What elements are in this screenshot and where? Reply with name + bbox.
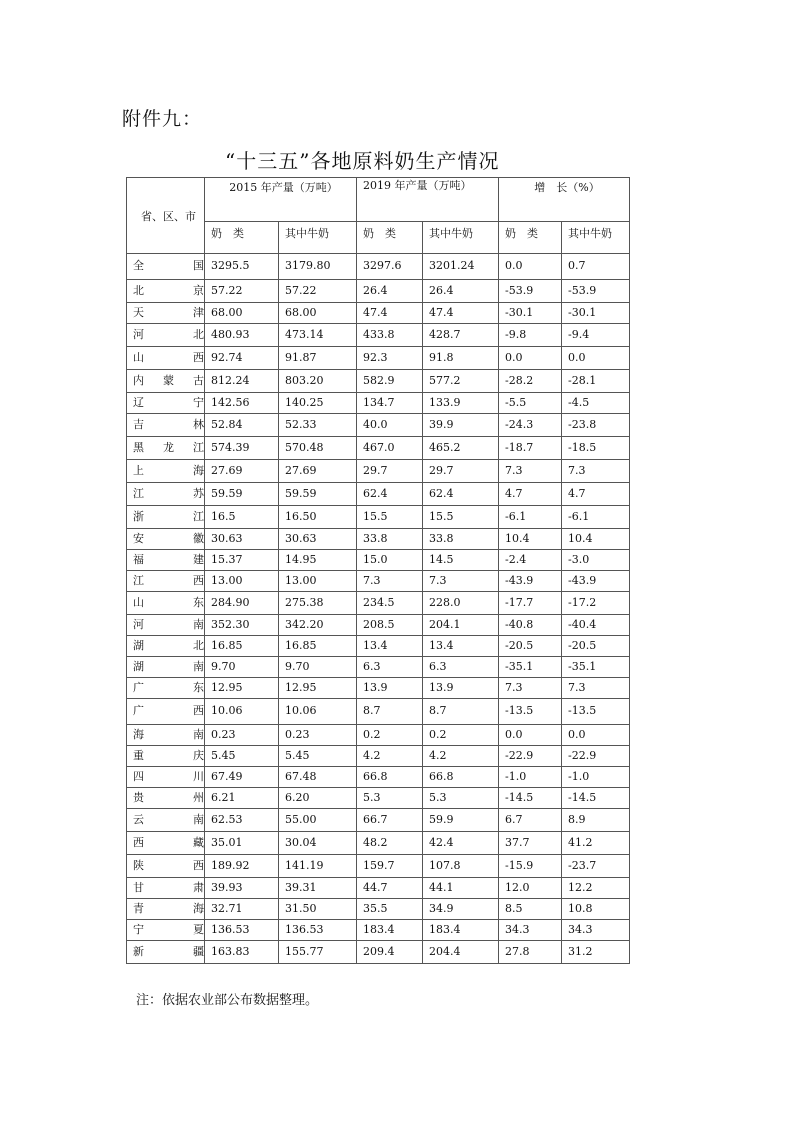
value-cell-milk-2019: 26.4	[357, 280, 423, 303]
value-cell-milk-2019: 66.8	[357, 767, 423, 788]
region-cell: 陕西	[127, 855, 205, 878]
table-row	[127, 414, 630, 437]
value-cell-cow-milk-growth: -13.5	[562, 699, 630, 725]
value-cell-milk-2015: 0.23	[205, 725, 279, 746]
value-cell-cow-milk-2015: 30.63	[279, 529, 357, 550]
value-cell-milk-2019: 3297.6	[357, 254, 423, 280]
region-cell: 新疆	[127, 941, 205, 964]
region-cell: 海南	[127, 725, 205, 746]
table-row	[127, 657, 630, 678]
value-cell-milk-2015: 13.00	[205, 571, 279, 592]
region-cell: 甘肃	[127, 878, 205, 899]
value-cell-cow-milk-2019: 33.8	[423, 529, 499, 550]
table-row	[127, 393, 630, 414]
value-cell-cow-milk-growth: -22.9	[562, 746, 630, 767]
value-cell-cow-milk-2019: 183.4	[423, 920, 499, 941]
region-cell: 江苏	[127, 483, 205, 506]
value-cell-milk-growth: 27.8	[499, 941, 562, 964]
region-cell: 江西	[127, 571, 205, 592]
value-cell-milk-growth: -13.5	[499, 699, 562, 725]
value-cell-milk-2019: 29.7	[357, 460, 423, 483]
value-cell-milk-growth: -6.1	[499, 506, 562, 529]
value-cell-milk-2015: 10.06	[205, 699, 279, 725]
value-cell-cow-milk-2019: 66.8	[423, 767, 499, 788]
region-cell: 北京	[127, 280, 205, 303]
value-cell-milk-growth: 0.0	[499, 725, 562, 746]
region-cell: 重庆	[127, 746, 205, 767]
document-title: “十三五”各地原料奶生产情况	[225, 149, 500, 173]
value-cell-cow-milk-growth: -17.2	[562, 592, 630, 615]
value-cell-cow-milk-growth: -23.8	[562, 414, 630, 437]
header-growth: 增 长（%）	[499, 178, 630, 222]
subheader-milk-growth: 奶 类	[499, 222, 562, 254]
region-cell: 云南	[127, 809, 205, 832]
value-cell-cow-milk-2019: 8.7	[423, 699, 499, 725]
value-cell-cow-milk-2015: 473.14	[279, 324, 357, 347]
value-cell-cow-milk-2019: 26.4	[423, 280, 499, 303]
value-cell-milk-growth: 8.5	[499, 899, 562, 920]
table-row	[127, 280, 630, 303]
value-cell-milk-growth: 0.0	[499, 347, 562, 370]
region-cell: 全国	[127, 254, 205, 280]
table-row	[127, 746, 630, 767]
value-cell-cow-milk-2015: 6.20	[279, 788, 357, 809]
value-cell-cow-milk-2015: 39.31	[279, 878, 357, 899]
value-cell-milk-2015: 92.74	[205, 347, 279, 370]
value-cell-milk-2019: 92.3	[357, 347, 423, 370]
value-cell-cow-milk-2019: 14.5	[423, 550, 499, 571]
value-cell-milk-2015: 35.01	[205, 832, 279, 855]
value-cell-cow-milk-2015: 0.23	[279, 725, 357, 746]
value-cell-milk-growth: -18.7	[499, 437, 562, 460]
value-cell-milk-2015: 480.93	[205, 324, 279, 347]
value-cell-cow-milk-growth: -28.1	[562, 370, 630, 393]
value-cell-cow-milk-growth: 8.9	[562, 809, 630, 832]
value-cell-cow-milk-2019: 42.4	[423, 832, 499, 855]
value-cell-cow-milk-growth: -53.9	[562, 280, 630, 303]
value-cell-cow-milk-growth: 10.8	[562, 899, 630, 920]
value-cell-cow-milk-2015: 52.33	[279, 414, 357, 437]
value-cell-milk-2015: 15.37	[205, 550, 279, 571]
value-cell-cow-milk-2015: 13.00	[279, 571, 357, 592]
region-cell: 黑龙江	[127, 437, 205, 460]
corner-header: 省、区、市	[127, 178, 205, 254]
table-row	[127, 347, 630, 370]
value-cell-cow-milk-2015: 10.06	[279, 699, 357, 725]
attachment-label: 附件九：	[122, 108, 203, 130]
subheader-milk-2015: 奶 类	[205, 222, 279, 254]
table-row	[127, 324, 630, 347]
value-cell-milk-2019: 467.0	[357, 437, 423, 460]
value-cell-cow-milk-2019: 107.8	[423, 855, 499, 878]
value-cell-cow-milk-2015: 67.48	[279, 767, 357, 788]
value-cell-milk-growth: 7.3	[499, 460, 562, 483]
value-cell-cow-milk-growth: -14.5	[562, 788, 630, 809]
value-cell-milk-2015: 12.95	[205, 678, 279, 699]
value-cell-milk-2019: 47.4	[357, 303, 423, 324]
value-cell-milk-growth: -15.9	[499, 855, 562, 878]
table-row	[127, 636, 630, 657]
value-cell-milk-2015: 59.59	[205, 483, 279, 506]
header-2019-output: 2019 年产量（万吨）	[357, 178, 499, 222]
value-cell-milk-2015: 189.92	[205, 855, 279, 878]
value-cell-milk-2015: 16.5	[205, 506, 279, 529]
value-cell-milk-2019: 433.8	[357, 324, 423, 347]
value-cell-cow-milk-2019: 13.4	[423, 636, 499, 657]
value-cell-milk-2015: 284.90	[205, 592, 279, 615]
value-cell-milk-growth: 12.0	[499, 878, 562, 899]
value-cell-milk-2015: 6.21	[205, 788, 279, 809]
value-cell-milk-2019: 582.9	[357, 370, 423, 393]
value-cell-cow-milk-growth: -23.7	[562, 855, 630, 878]
table-row	[127, 437, 630, 460]
value-cell-milk-2019: 66.7	[357, 809, 423, 832]
value-cell-cow-milk-2015: 57.22	[279, 280, 357, 303]
value-cell-cow-milk-growth: 7.3	[562, 678, 630, 699]
value-cell-cow-milk-growth: -43.9	[562, 571, 630, 592]
table-row	[127, 699, 630, 725]
value-cell-cow-milk-2015: 31.50	[279, 899, 357, 920]
table-row	[127, 550, 630, 571]
table-row	[127, 809, 630, 832]
value-cell-milk-2015: 136.53	[205, 920, 279, 941]
value-cell-cow-milk-growth: 7.3	[562, 460, 630, 483]
value-cell-cow-milk-2015: 3179.80	[279, 254, 357, 280]
value-cell-milk-2019: 40.0	[357, 414, 423, 437]
table-row	[127, 460, 630, 483]
value-cell-milk-growth: -22.9	[499, 746, 562, 767]
value-cell-cow-milk-growth: 41.2	[562, 832, 630, 855]
region-cell: 辽宁	[127, 393, 205, 414]
value-cell-milk-growth: -35.1	[499, 657, 562, 678]
table-row	[127, 832, 630, 855]
table-row	[127, 592, 630, 615]
value-cell-milk-growth: -14.5	[499, 788, 562, 809]
value-cell-milk-2015: 30.63	[205, 529, 279, 550]
value-cell-milk-2019: 8.7	[357, 699, 423, 725]
table-row	[127, 941, 630, 964]
region-cell: 山西	[127, 347, 205, 370]
table-row	[127, 303, 630, 324]
value-cell-milk-2019: 159.7	[357, 855, 423, 878]
region-cell: 青海	[127, 899, 205, 920]
value-cell-cow-milk-2019: 59.9	[423, 809, 499, 832]
value-cell-milk-growth: -1.0	[499, 767, 562, 788]
value-cell-cow-milk-2015: 30.04	[279, 832, 357, 855]
value-cell-cow-milk-growth: -35.1	[562, 657, 630, 678]
value-cell-cow-milk-growth: 10.4	[562, 529, 630, 550]
value-cell-milk-growth: -5.5	[499, 393, 562, 414]
value-cell-cow-milk-2019: 15.5	[423, 506, 499, 529]
value-cell-milk-growth: 0.0	[499, 254, 562, 280]
value-cell-cow-milk-2015: 141.19	[279, 855, 357, 878]
value-cell-cow-milk-2015: 14.95	[279, 550, 357, 571]
value-cell-milk-2019: 7.3	[357, 571, 423, 592]
value-cell-milk-2019: 208.5	[357, 615, 423, 636]
value-cell-milk-growth: -2.4	[499, 550, 562, 571]
region-cell: 湖南	[127, 657, 205, 678]
value-cell-milk-growth: 37.7	[499, 832, 562, 855]
value-cell-milk-2015: 57.22	[205, 280, 279, 303]
value-cell-milk-growth: -24.3	[499, 414, 562, 437]
value-cell-cow-milk-growth: -3.0	[562, 550, 630, 571]
value-cell-milk-2019: 4.2	[357, 746, 423, 767]
value-cell-cow-milk-2019: 5.3	[423, 788, 499, 809]
region-cell: 宁夏	[127, 920, 205, 941]
header-2015-output: 2015 年产量（万吨）	[205, 178, 357, 222]
value-cell-milk-2019: 209.4	[357, 941, 423, 964]
value-cell-cow-milk-2019: 7.3	[423, 571, 499, 592]
value-cell-cow-milk-2019: 29.7	[423, 460, 499, 483]
value-cell-cow-milk-2019: 13.9	[423, 678, 499, 699]
table-row	[127, 855, 630, 878]
value-cell-cow-milk-growth: -30.1	[562, 303, 630, 324]
table-row	[127, 571, 630, 592]
subheader-milk-2019: 奶 类	[357, 222, 423, 254]
value-cell-milk-2019: 6.3	[357, 657, 423, 678]
region-cell: 吉林	[127, 414, 205, 437]
table-row	[127, 725, 630, 746]
value-cell-cow-milk-growth: -9.4	[562, 324, 630, 347]
value-cell-cow-milk-2019: 428.7	[423, 324, 499, 347]
value-cell-milk-growth: -43.9	[499, 571, 562, 592]
value-cell-cow-milk-2019: 6.3	[423, 657, 499, 678]
value-cell-milk-growth: -20.5	[499, 636, 562, 657]
footnote: 注：依据农业部公布数据整理。	[136, 993, 319, 1008]
table-row	[127, 483, 630, 506]
value-cell-milk-growth: -28.2	[499, 370, 562, 393]
value-cell-milk-2019: 33.8	[357, 529, 423, 550]
value-cell-milk-growth: 6.7	[499, 809, 562, 832]
value-cell-cow-milk-2019: 133.9	[423, 393, 499, 414]
table-row	[127, 506, 630, 529]
value-cell-cow-milk-2019: 228.0	[423, 592, 499, 615]
value-cell-cow-milk-growth: -18.5	[562, 437, 630, 460]
region-cell: 四川	[127, 767, 205, 788]
value-cell-milk-2015: 9.70	[205, 657, 279, 678]
region-cell: 湖北	[127, 636, 205, 657]
value-cell-cow-milk-2015: 59.59	[279, 483, 357, 506]
region-cell: 天津	[127, 303, 205, 324]
value-cell-milk-2015: 142.56	[205, 393, 279, 414]
value-cell-milk-2019: 15.0	[357, 550, 423, 571]
region-cell: 西藏	[127, 832, 205, 855]
value-cell-cow-milk-2015: 570.48	[279, 437, 357, 460]
value-cell-milk-2019: 48.2	[357, 832, 423, 855]
value-cell-cow-milk-growth: 0.0	[562, 725, 630, 746]
value-cell-milk-2019: 0.2	[357, 725, 423, 746]
value-cell-milk-2015: 27.69	[205, 460, 279, 483]
value-cell-cow-milk-2019: 4.2	[423, 746, 499, 767]
value-cell-milk-2019: 234.5	[357, 592, 423, 615]
value-cell-milk-2015: 3295.5	[205, 254, 279, 280]
value-cell-milk-2015: 32.71	[205, 899, 279, 920]
region-cell: 福建	[127, 550, 205, 571]
value-cell-cow-milk-2015: 342.20	[279, 615, 357, 636]
value-cell-milk-2019: 134.7	[357, 393, 423, 414]
value-cell-milk-2015: 812.24	[205, 370, 279, 393]
value-cell-cow-milk-2019: 465.2	[423, 437, 499, 460]
value-cell-milk-growth: -9.8	[499, 324, 562, 347]
value-cell-cow-milk-2019: 204.4	[423, 941, 499, 964]
table-row	[127, 788, 630, 809]
value-cell-milk-2019: 13.4	[357, 636, 423, 657]
value-cell-cow-milk-2015: 5.45	[279, 746, 357, 767]
value-cell-cow-milk-2019: 34.9	[423, 899, 499, 920]
value-cell-milk-2019: 44.7	[357, 878, 423, 899]
value-cell-cow-milk-2019: 0.2	[423, 725, 499, 746]
value-cell-cow-milk-growth: -1.0	[562, 767, 630, 788]
value-cell-cow-milk-2015: 803.20	[279, 370, 357, 393]
region-cell: 安徽	[127, 529, 205, 550]
value-cell-cow-milk-2015: 16.85	[279, 636, 357, 657]
value-cell-cow-milk-growth: 34.3	[562, 920, 630, 941]
value-cell-cow-milk-2015: 91.87	[279, 347, 357, 370]
value-cell-milk-growth: 10.4	[499, 529, 562, 550]
subheader-cow-milk-growth: 其中牛奶	[562, 222, 630, 254]
value-cell-cow-milk-2015: 12.95	[279, 678, 357, 699]
value-cell-milk-2019: 15.5	[357, 506, 423, 529]
table-row	[127, 920, 630, 941]
table-row	[127, 678, 630, 699]
table-row	[127, 767, 630, 788]
region-cell: 河北	[127, 324, 205, 347]
value-cell-milk-2015: 68.00	[205, 303, 279, 324]
value-cell-milk-2015: 574.39	[205, 437, 279, 460]
region-cell: 广东	[127, 678, 205, 699]
value-cell-milk-2015: 352.30	[205, 615, 279, 636]
value-cell-milk-2015: 163.83	[205, 941, 279, 964]
value-cell-cow-milk-2015: 55.00	[279, 809, 357, 832]
value-cell-cow-milk-growth: 4.7	[562, 483, 630, 506]
value-cell-cow-milk-growth: -40.4	[562, 615, 630, 636]
table-row	[127, 615, 630, 636]
value-cell-cow-milk-growth: -6.1	[562, 506, 630, 529]
value-cell-cow-milk-growth: 12.2	[562, 878, 630, 899]
value-cell-cow-milk-2019: 577.2	[423, 370, 499, 393]
value-cell-cow-milk-2019: 44.1	[423, 878, 499, 899]
value-cell-cow-milk-2015: 136.53	[279, 920, 357, 941]
value-cell-milk-2015: 5.45	[205, 746, 279, 767]
table-row	[127, 254, 630, 280]
value-cell-milk-2019: 183.4	[357, 920, 423, 941]
value-cell-milk-2015: 16.85	[205, 636, 279, 657]
value-cell-cow-milk-2019: 91.8	[423, 347, 499, 370]
value-cell-cow-milk-2015: 27.69	[279, 460, 357, 483]
value-cell-cow-milk-2015: 68.00	[279, 303, 357, 324]
value-cell-milk-2019: 35.5	[357, 899, 423, 920]
table-row	[127, 529, 630, 550]
value-cell-milk-2015: 67.49	[205, 767, 279, 788]
region-cell: 山东	[127, 592, 205, 615]
value-cell-cow-milk-2019: 3201.24	[423, 254, 499, 280]
region-cell: 上海	[127, 460, 205, 483]
value-cell-milk-growth: -30.1	[499, 303, 562, 324]
value-cell-milk-growth: -53.9	[499, 280, 562, 303]
value-cell-cow-milk-2019: 39.9	[423, 414, 499, 437]
table-row	[127, 370, 630, 393]
value-cell-cow-milk-growth: 0.7	[562, 254, 630, 280]
table-row	[127, 878, 630, 899]
value-cell-milk-growth: -40.8	[499, 615, 562, 636]
value-cell-milk-2019: 5.3	[357, 788, 423, 809]
value-cell-cow-milk-growth: 31.2	[562, 941, 630, 964]
value-cell-cow-milk-growth: -4.5	[562, 393, 630, 414]
value-cell-milk-growth: 34.3	[499, 920, 562, 941]
value-cell-cow-milk-2015: 16.50	[279, 506, 357, 529]
value-cell-milk-2019: 13.9	[357, 678, 423, 699]
value-cell-cow-milk-growth: 0.0	[562, 347, 630, 370]
value-cell-milk-2015: 62.53	[205, 809, 279, 832]
value-cell-cow-milk-2019: 47.4	[423, 303, 499, 324]
value-cell-milk-growth: 4.7	[499, 483, 562, 506]
region-cell: 贵州	[127, 788, 205, 809]
value-cell-cow-milk-2019: 204.1	[423, 615, 499, 636]
table-row	[127, 899, 630, 920]
value-cell-milk-growth: -17.7	[499, 592, 562, 615]
value-cell-milk-2019: 62.4	[357, 483, 423, 506]
region-cell: 河南	[127, 615, 205, 636]
value-cell-milk-growth: 7.3	[499, 678, 562, 699]
subheader-cow-milk-2019: 其中牛奶	[423, 222, 499, 254]
milk-production-table	[126, 177, 630, 964]
value-cell-cow-milk-2015: 140.25	[279, 393, 357, 414]
value-cell-cow-milk-2015: 9.70	[279, 657, 357, 678]
value-cell-milk-2015: 39.93	[205, 878, 279, 899]
region-cell: 浙江	[127, 506, 205, 529]
value-cell-cow-milk-2019: 62.4	[423, 483, 499, 506]
region-cell: 广西	[127, 699, 205, 725]
value-cell-cow-milk-2015: 275.38	[279, 592, 357, 615]
value-cell-cow-milk-growth: -20.5	[562, 636, 630, 657]
subheader-cow-milk-2015: 其中牛奶	[279, 222, 357, 254]
value-cell-milk-2015: 52.84	[205, 414, 279, 437]
value-cell-cow-milk-2015: 155.77	[279, 941, 357, 964]
region-cell: 内蒙古	[127, 370, 205, 393]
